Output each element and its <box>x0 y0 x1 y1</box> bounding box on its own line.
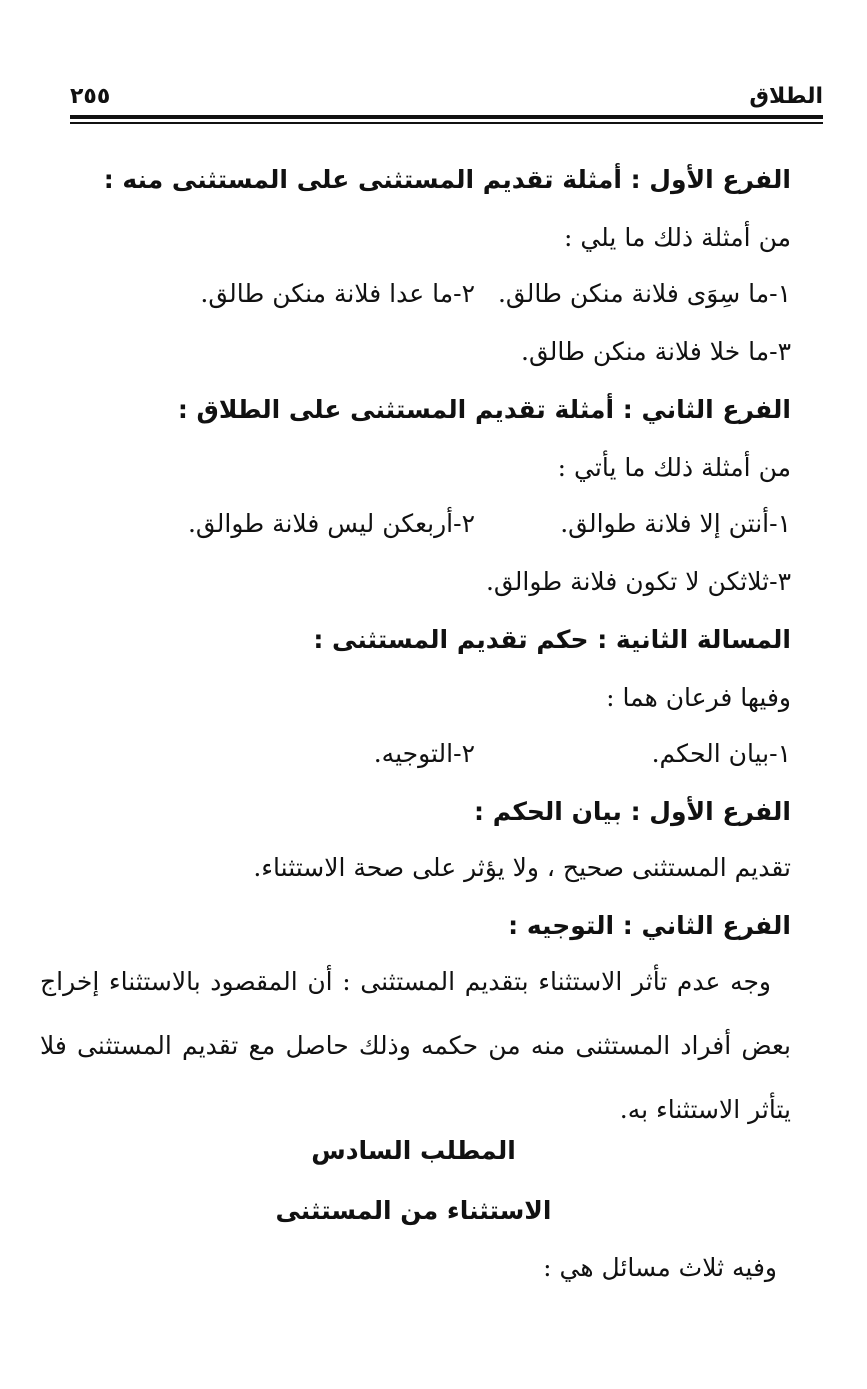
issue2-item-2: ٢-التوجيه. <box>373 739 475 768</box>
branch1-examples-row <box>56 276 791 312</box>
page-number: ٢٥٥ <box>70 84 111 109</box>
justification-heading: الفرع الثاني : التوجيه : <box>508 911 791 940</box>
header-rule-thick <box>70 115 823 119</box>
branch2-intro: من أمثلة ذلك ما يأتي : <box>557 453 791 482</box>
branch2-examples-row <box>56 506 791 542</box>
ruling-text: تقديم المستثنى صحيح ، ولا يؤثر على صحة الاستثناء. <box>253 853 791 882</box>
branch2-example-2: ٢-أربعكن ليس فلانة طوالق. <box>187 509 475 538</box>
section-intro: وفيه ثلاث مسائل هي : <box>543 1253 777 1282</box>
branch2-heading: الفرع الثاني : أمثلة تقديم المستثنى على الطلاق : <box>177 395 791 424</box>
ruling-heading: الفرع الأول : بيان الحكم : <box>474 797 791 826</box>
justification-text: وجه عدم تأثر الاستثناء بتقديم المستثنى : أن المقصود بالاستثناء إخراج بعض أفراد المستثنى منه من حكمه وذلك حاصل مع تقديم المستثنى فلا يتأثر الاستثناء به. <box>40 967 791 1124</box>
issue2-items-row <box>56 736 791 772</box>
running-title: الطلاق <box>749 84 823 109</box>
issue2-item-1: ١-بيان الحكم. <box>651 739 791 768</box>
issue2-heading: المسالة الثانية : حكم تقديم المستثنى : <box>313 625 791 654</box>
branch1-example-3: ٣-ما خلا فلانة منكن طالق. <box>521 337 791 366</box>
issue2-intro: وفيها فرعان هما : <box>606 683 791 712</box>
page-header <box>70 80 823 124</box>
branch1-intro: من أمثلة ذلك ما يلي : <box>563 223 791 252</box>
branch2-example-1: ١-أنتن إلا فلانة طوالق. <box>560 509 791 538</box>
branch1-example-2: ٢-ما عدا فلانة منكن طالق. <box>200 279 475 308</box>
section-subtitle: الاستثناء من المستثنى <box>275 1196 552 1225</box>
branch1-heading: الفرع الأول : أمثلة تقديم المستثنى على المستثنى منه : <box>103 165 791 194</box>
section-title: المطلب السادس <box>311 1136 516 1165</box>
branch1-example-1: ١-ما سِوَى فلانة منكن طالق. <box>497 279 791 308</box>
header-rule-thin <box>70 122 823 124</box>
branch2-example-3: ٣-ثلاثكن لا تكون فلانة طوالق. <box>485 567 791 596</box>
